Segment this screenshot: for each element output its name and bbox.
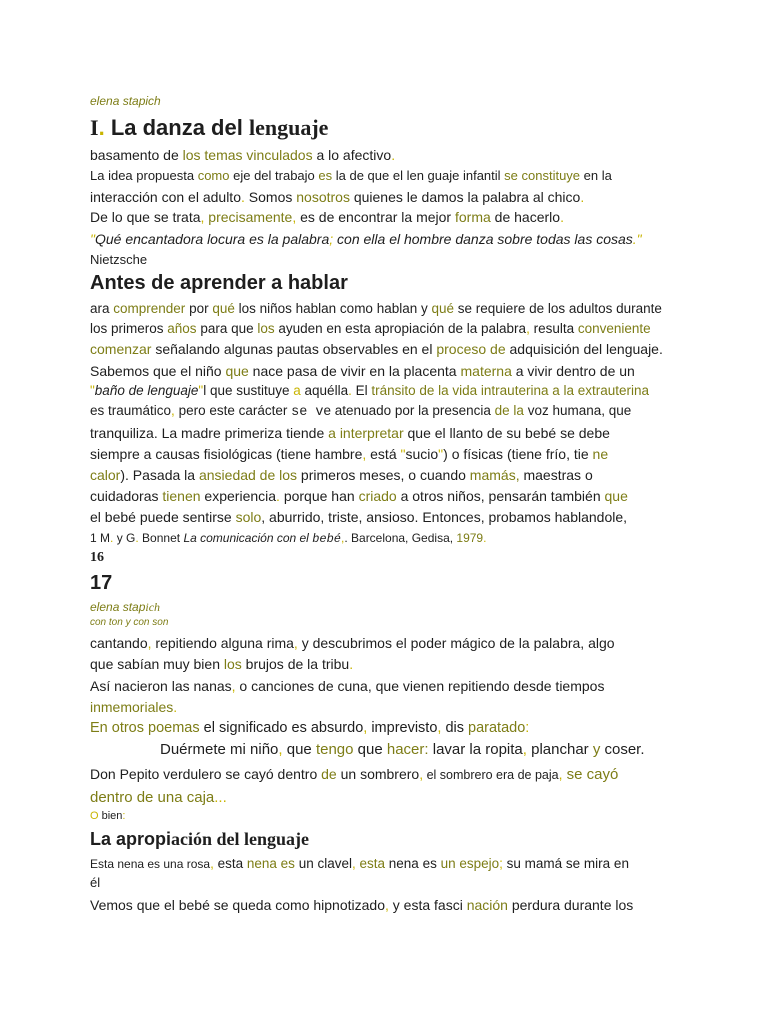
verse-line: Duérmete mi niño, que tengo que hacer: lavar la ropita, planchar y coser. bbox=[160, 741, 645, 758]
text-line: En otros poemas el significado es absurdo, imprevisto, dis paratado: bbox=[90, 720, 530, 736]
running-header-author: elena stapich bbox=[90, 600, 161, 614]
text-line: comenzar señalando algunas pautas observables en el proceso de adquisición del lenguaje. bbox=[90, 341, 663, 357]
section-heading: Antes de aprender a hablar bbox=[90, 272, 348, 294]
text-line: "baño de lenguaje"l que sustituye a aquélla. El tránsito de la vida intrauterina a la extrauterina bbox=[90, 383, 650, 398]
text-line: tranquiliza. La madre primeriza tiende a interpretar que el llanto de su bebé se debe bbox=[90, 425, 610, 441]
chapter-title: I. La danza del lenguaje bbox=[90, 115, 329, 140]
text-line: interacción con el adulto. Somos nosotros quienes le damos la palabra al chico. bbox=[90, 189, 585, 205]
text-line: ara comprender por qué los niños hablan como hablan y qué se requiere de los adultos durante bbox=[90, 301, 662, 316]
verse-line: él bbox=[90, 875, 101, 890]
text-line: Así nacieron las nanas, o canciones de cuna, que vienen repitiendo desde tiempos bbox=[90, 678, 605, 694]
text-line: O bien: bbox=[90, 810, 126, 822]
epigraph-author: Nietzsche bbox=[90, 252, 148, 267]
text-line: el bebé puede sentirse solo, aburrido, triste, ansioso. Entonces, probamos hablandole, bbox=[90, 509, 628, 525]
text-line: es traumático, pero este carácter se ve atenuado por la presencia de la voz humana, que bbox=[90, 403, 632, 420]
text-line: inmemoriales. bbox=[90, 699, 178, 715]
verse-line: dentro de una caja... bbox=[90, 789, 227, 806]
running-header-author: elena stapich bbox=[90, 94, 161, 108]
page-number: 17 bbox=[90, 572, 113, 594]
verse-line: Esta nena es una rosa, esta nena es un clavel, esta nena es un espejo; su mamá se mira en bbox=[90, 856, 629, 871]
page-number: 16 bbox=[90, 550, 104, 565]
text-line: cuidadoras tienen experiencia. porque han criado a otros niños, pensarán también que bbox=[90, 488, 628, 504]
text-line: La idea propuesta como eje del trabajo es la de que el len guaje infantil se constituye en la bbox=[90, 168, 612, 183]
text-line: Vemos que el bebé se queda como hipnotizado, y esta fasci nación perdura durante los bbox=[90, 897, 634, 913]
text-line: siempre a causas fisiológicas (tiene hambre, está "sucio") o físicas (tiene frío, tie ne bbox=[90, 446, 609, 462]
text-line: que sabían muy bien los brujos de la tribu. bbox=[90, 656, 354, 672]
text-line: basamento de los temas vinculados a lo afectivo. bbox=[90, 147, 396, 163]
text-line: cantando, repitiendo alguna rima, y descubrimos el poder mágico de la palabra, algo bbox=[90, 635, 615, 651]
text-line: De lo que se trata, precisamente, es de encontrar la mejor forma de hacerlo. bbox=[90, 209, 564, 225]
verse-line: Don Pepito verdulero se cayó dentro de un sombrero, el sombrero era de paja, se cayó bbox=[90, 766, 619, 783]
epigraph-quote: "Qué encantadora locura es la palabra; con ella el hombre danza sobre todas las cosas." bbox=[90, 231, 642, 247]
footnote: 1 M. y G. Bonnet La comunicación con el bebé,. Barcelona, Gedisa, 1979. bbox=[90, 531, 487, 546]
text-line: los primeros años para que los ayuden en esta apropiación de la palabra, resulta conveniente bbox=[90, 321, 651, 336]
text-line: Sabemos que el niño que nace pasa de vivir en la placenta materna a vivir dentro de un bbox=[90, 363, 635, 379]
text-line: calor). Pasada la ansiedad de los primeros meses, o cuando mamás, maestras o bbox=[90, 467, 593, 483]
section-heading: La apropiación del lenguaje bbox=[90, 829, 310, 849]
running-header-subtitle: con ton y con son bbox=[90, 617, 169, 628]
